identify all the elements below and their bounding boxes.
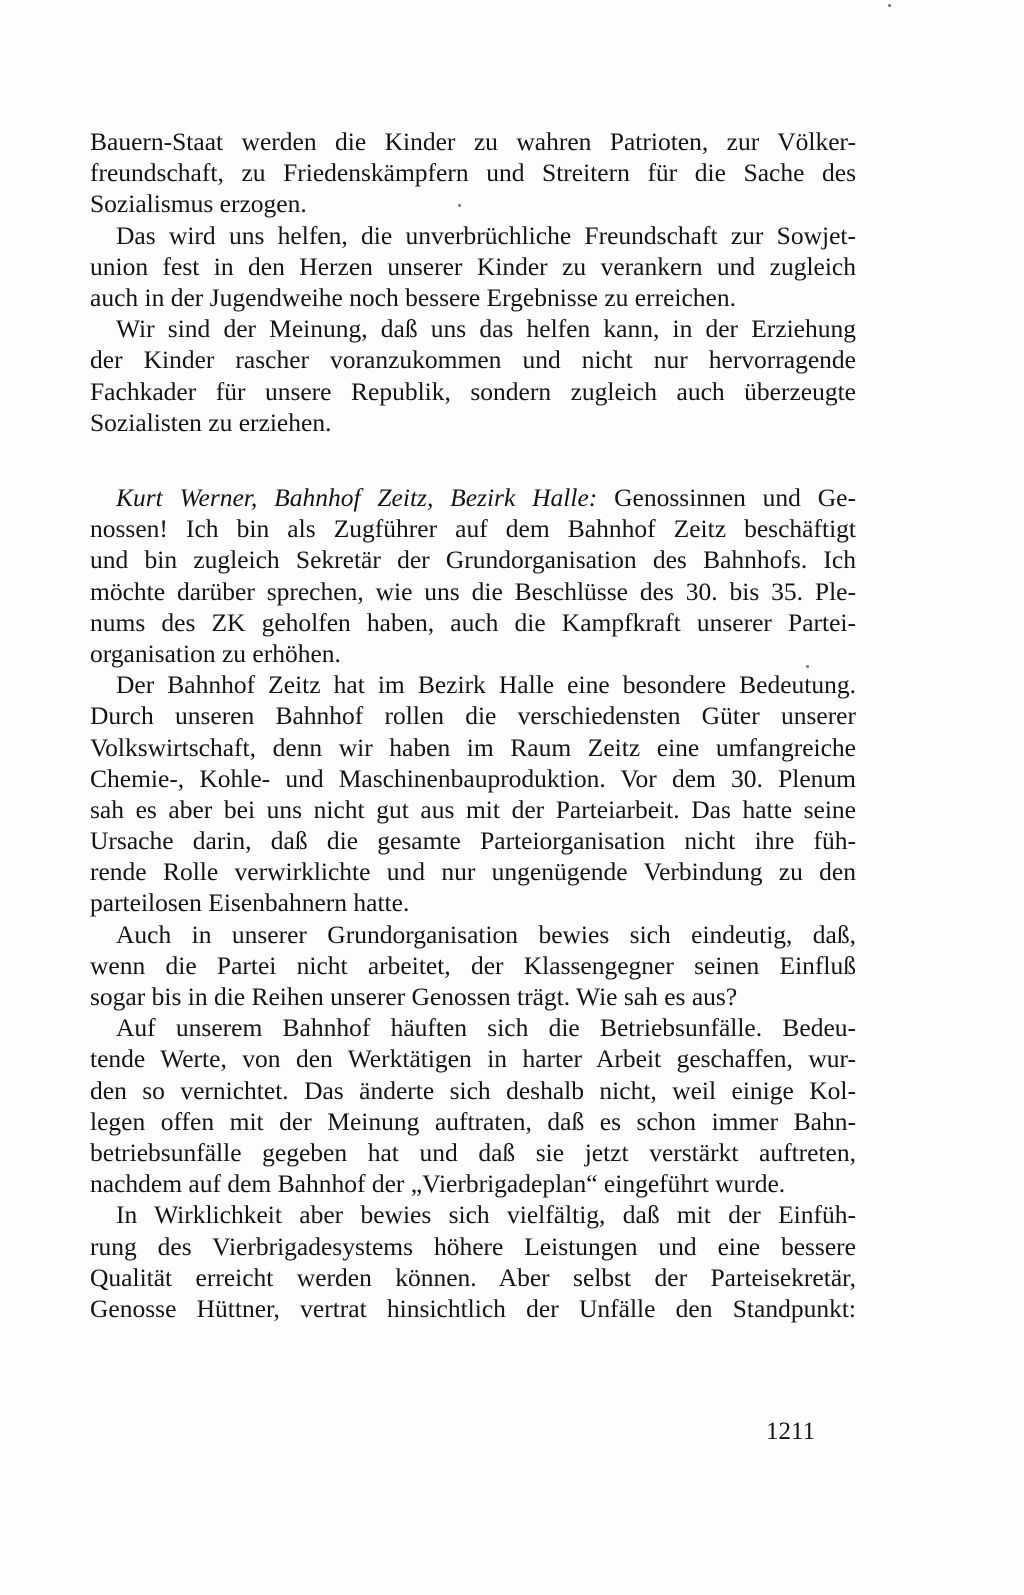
text-line: auch in der Jugendweihe noch bessere Ergebnisse zu erreichen. — [90, 282, 736, 312]
speaker-name: Kurt Werner, Bahnhof Zeitz, Bezirk Halle: — [116, 483, 598, 512]
text-line: der Kinder rascher voranzukommen und nicht nur hervorragende — [90, 345, 856, 375]
text-line: parteilosen Eisenbahnern hatte. — [90, 888, 410, 918]
text-line: Auch in unserer Grundorganisation bewies sich eindeutig, daß, — [116, 919, 856, 949]
text-line: Fachkader für unsere Republik, sondern zugleich auch überzeugte — [90, 376, 856, 406]
text-line: Volkswirtschaft, denn wir haben im Raum Zeitz eine umfangreiche — [90, 732, 856, 762]
text-line: Ursache darin, daß die gesamte Parteiorganisation nicht ihre füh- — [90, 826, 856, 856]
paragraph-block-1 — [90, 126, 856, 438]
text-line: sah es aber bei uns nicht gut aus mit der Parteiarbeit. Das hatte seine — [90, 794, 856, 824]
text-line: Qualität erreicht werden können. Aber selbst der Parteisekretär, — [90, 1262, 856, 1292]
text-line: nossen! Ich bin als Zugführer auf dem Bahnhof Zeitz beschäftigt — [90, 514, 856, 544]
text-line: möchte darüber sprechen, wie uns die Beschlüsse des 30. bis 35. Ple- — [90, 576, 856, 606]
text-line: Bauern-Staat werden die Kinder zu wahren Patrioten, zur Völker- — [90, 127, 856, 156]
text-line: Sozialismus erzogen. — [90, 189, 307, 219]
text-line: union fest in den Herzen unserer Kinder zu verankern und zugleich — [90, 251, 856, 281]
text-line: rende Rolle verwirklichte und nur ungenügende Verbindung zu den — [90, 857, 856, 887]
speaker-line — [90, 482, 856, 513]
text-line: freundschaft, zu Friedenskämpfern und Streitern für die Sache des — [90, 158, 856, 188]
text-line: Durch unseren Bahnhof rollen die verschiedensten Güter unserer — [90, 701, 856, 731]
text-line: rung des Vierbrigadesystems höhere Leistungen und eine bessere — [90, 1231, 856, 1261]
page-number: 1211 — [766, 1418, 816, 1445]
text-line: betriebsunfälle gegeben hat und daß sie jetzt verstärkt auftreten, — [90, 1137, 856, 1167]
print-speck — [458, 204, 461, 207]
text-line: den so vernichtet. Das änderte sich deshalb nicht, weil einige Kol- — [90, 1075, 856, 1105]
text-line: Sozialisten zu erziehen. — [90, 407, 332, 437]
text-line: Auf unserem Bahnhof häuften sich die Betriebsunfälle. Bedeu- — [116, 1013, 856, 1043]
speaker-line-rest: Genossinnen und Ge- — [597, 483, 856, 512]
text-line: In Wirklichkeit aber bewies sich vielfältig, daß mit der Einfüh- — [116, 1200, 856, 1230]
text-line: Genosse Hüttner, vertrat hinsichtlich der Unfälle den Standpunkt: — [90, 1293, 856, 1323]
text-line: Der Bahnhof Zeitz hat im Bezirk Halle eine besondere Bedeutung. — [116, 670, 856, 700]
paragraph-block-2 — [90, 482, 856, 1324]
text-line: tende Werte, von den Werktätigen in harter Arbeit geschaffen, wur- — [90, 1044, 856, 1074]
text-line: und bin zugleich Sekretär der Grundorganisation des Bahnhofs. Ich — [90, 545, 856, 575]
text-line: nachdem auf dem Bahnhof der „Vierbrigadeplan“ eingeführt wurde. — [90, 1169, 786, 1199]
print-speck — [888, 4, 891, 7]
text-line: wenn die Partei nicht arbeitet, der Klassengegner seinen Einfluß — [90, 950, 856, 980]
text-line: nums des ZK geholfen haben, auch die Kampfkraft unserer Partei- — [90, 607, 856, 637]
text-line: legen offen mit der Meinung auftraten, daß es schon immer Bahn- — [90, 1106, 856, 1136]
print-speck — [806, 665, 809, 668]
text-line: Chemie-, Kohle- und Maschinenbauproduktion. Vor dem 30. Plenum — [90, 763, 856, 793]
text-line: sogar bis in die Reihen unserer Genossen trägt. Wie sah es aus? — [90, 982, 738, 1011]
text-line: Das wird uns helfen, die unverbrüchliche Freundschaft zur Sowjet- — [116, 220, 856, 250]
text-line: Wir sind der Meinung, daß uns das helfen kann, in der Erziehung — [116, 314, 856, 344]
text-line: organisation zu erhöhen. — [90, 638, 341, 668]
